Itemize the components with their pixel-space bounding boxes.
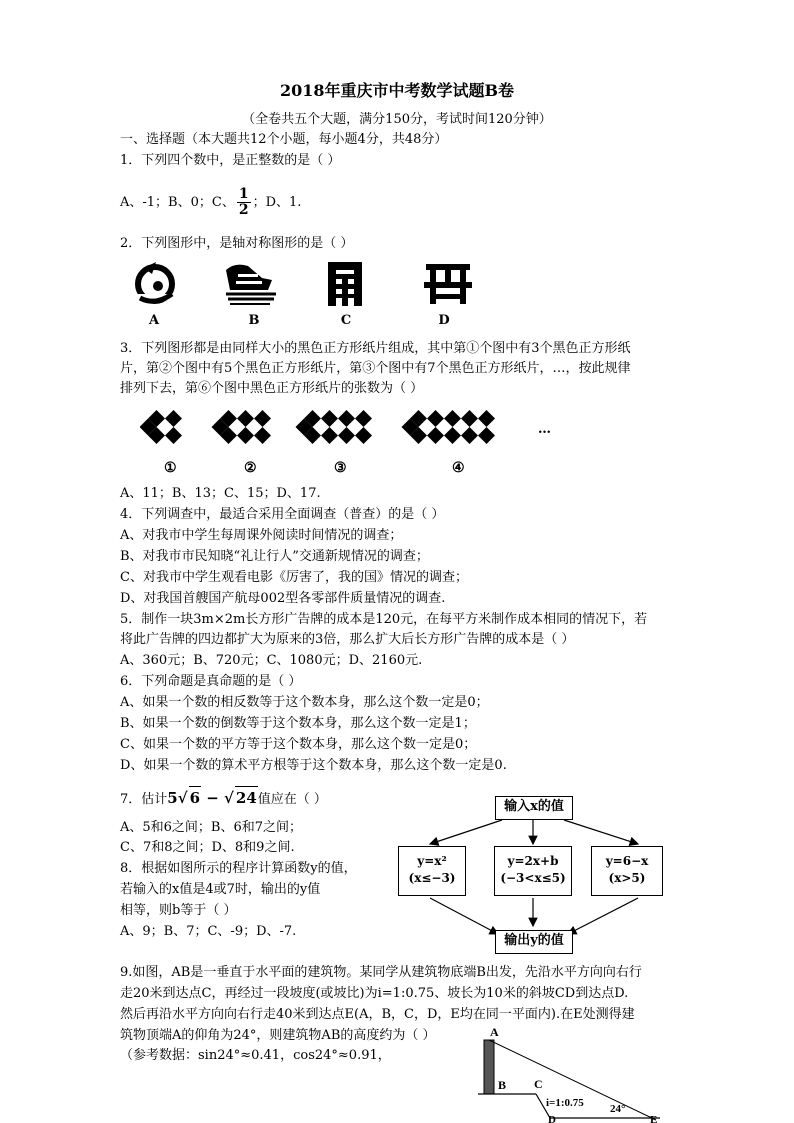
flowchart-input-box: 输入x的值 — [495, 796, 573, 820]
pattern-label-4: ④ — [452, 460, 465, 476]
black-square — [254, 427, 271, 444]
q3-line3: 排列下去，第⑥个图中黑色正方形纸片的张数为（ ） — [120, 381, 424, 396]
black-square — [321, 410, 338, 427]
q8-options: A、9；B、7；C、-9；D、-7. — [120, 924, 297, 939]
q7-options-2: C、7和8之间；D、8和9之间. — [120, 840, 295, 855]
q8-line3: 相等，则b等于（ ） — [120, 903, 237, 918]
black-square — [338, 410, 355, 427]
black-square — [338, 427, 355, 444]
black-square — [427, 410, 444, 427]
black-square — [355, 410, 372, 427]
q4-stem: 4．下列调查中，最适合采用全面调查（普查）的是（ ） — [120, 507, 445, 522]
q7-stem: 7．估计5√ 6 − √ 24值应在（ ） — [120, 786, 327, 811]
q7-options-1: A、5和6之间；B、6和7之间； — [120, 820, 303, 835]
q9-line5: （参考数据：sin24°≈0.41，cos24°≈0.91， — [120, 1048, 391, 1063]
black-square — [165, 410, 182, 427]
q3-options: A、11；B、13；C、15；D、17. — [120, 486, 321, 501]
fig-label-b: B — [498, 1078, 507, 1092]
flowchart-branch-2: y=2x+b (−3<x≤5) — [494, 846, 572, 896]
q5-line2: 将此广告牌的四边都扩大为原来的3倍，那么扩大后长方形广告牌的成本是（ ） — [120, 632, 575, 647]
q6-option-b: B、如果一个数的倒数等于这个数本身，那么这个数一定是1； — [120, 716, 476, 731]
flowchart-branch-1: y=x² (x≤−3) — [398, 846, 466, 896]
q5-line1: 5．制作一块3m×2m长方形广告牌的成本是120元，在每平方米制作成本相同的情况下，若 — [120, 612, 648, 627]
pattern-2 — [212, 410, 272, 444]
black-square — [237, 427, 254, 444]
figure-d-icon — [424, 264, 472, 304]
fig-label-c: C — [534, 1077, 543, 1091]
q8-line1: 8．根据如图所示的程序计算函数y的值， — [120, 861, 357, 876]
q9-line4: 筑物顶端A的仰角为24°，则建筑物AB的高度约为（ ） — [120, 1028, 436, 1043]
black-square — [461, 410, 478, 427]
figure-b-icon — [226, 265, 276, 304]
q2-figures — [130, 256, 480, 312]
pattern-ellipsis: … — [538, 422, 551, 437]
q6-option-a: A、如果一个数的相反数等于这个数本身，那么这个数一定是0； — [120, 695, 489, 710]
figure-b-label: B — [248, 313, 260, 328]
flowchart-branch-3: y=6−x (x>5) — [591, 846, 663, 896]
black-square — [444, 410, 461, 427]
black-square — [427, 427, 444, 444]
black-square — [237, 410, 254, 427]
q3-line2: 片，第②个图中有5个黑色正方形纸片，第③个图中有7个黑色正方形纸片，…，按此规律 — [120, 361, 631, 376]
q4-option-b: B、对我市市民知晓“礼让行人”交通新规情况的调查； — [120, 549, 429, 564]
flowchart-output-box: 输出y的值 — [495, 930, 573, 954]
q3-pattern-figures — [140, 400, 560, 456]
pattern-label-2: ② — [244, 460, 257, 476]
black-square — [478, 427, 495, 444]
black-square — [461, 427, 478, 444]
pattern-label-1: ① — [164, 460, 177, 476]
black-square — [355, 427, 372, 444]
figure-c-icon — [328, 262, 362, 306]
pattern-label-3: ③ — [334, 460, 347, 476]
figure-a-label: A — [148, 313, 160, 328]
building-ab — [484, 1040, 494, 1094]
pattern-3 — [296, 410, 373, 444]
q6-option-c: C、如果一个数的平方等于这个数本身，那么这个数一定是0； — [120, 737, 477, 752]
q4-option-c: C、对我市中学生观看电影《厉害了，我的国》情况的调查； — [120, 570, 468, 585]
fig-label-d: D — [548, 1114, 556, 1123]
fig-slope-label: i=1:0.75 — [546, 1097, 584, 1109]
q8-line2: 若输入的x值是4或7时，输出的y值 — [120, 882, 321, 897]
q6-option-d: D、如果一个数的算术平方根等于这个数本身，那么这个数一定是0. — [120, 758, 507, 773]
q9-line3: 然后再沿水平方向向右行走40米到达点E(A，B，C，D，E均在同一平面内).在E处测得建 — [120, 1007, 635, 1022]
q2-stem: 2．下列图形中，是轴对称图形的是（ ） — [120, 236, 354, 251]
black-square — [165, 427, 182, 444]
q3-line1: 3．下列图形都是由同样大小的黑色正方形纸片组成，其中第①个图中有3个黑色正方形纸 — [120, 341, 631, 356]
q9-building-figure — [470, 1024, 670, 1123]
q1-options: A、-1；B、0；C、 $\frac{1}{2}$ ；D、1. — [120, 186, 302, 218]
q1-stem: 1．下列四个数中，是正整数的是（ ） — [120, 153, 341, 168]
black-square — [254, 410, 271, 427]
pattern-1 — [140, 410, 182, 444]
black-square — [444, 427, 461, 444]
figure-a-icon — [138, 262, 172, 301]
black-square — [478, 410, 495, 427]
exam-info: （全卷共五个大题，满分150分，考试时间120分钟） — [242, 112, 552, 127]
q9-line2: 走20米到达点C，再经过一段坡度(或坡比)为i=1:0.75、坡长为10米的斜坡CD到达点D. — [120, 986, 629, 1001]
q6-stem: 6．下列命题是真命题的是（ ） — [120, 674, 302, 689]
pattern-4 — [402, 410, 496, 444]
fig-angle-label: 24° — [610, 1103, 626, 1115]
figure-d-label: D — [438, 313, 450, 328]
page-title: 2018年重庆市中考数学试题B卷 — [279, 81, 515, 100]
figure-c-label: C — [340, 313, 352, 328]
q9-line1: 9.如图，AB是一垂直于水平面的建筑物。某同学从建筑物底端B出发，先沿水平方向向右行 — [120, 965, 642, 980]
fig-label-e: E — [650, 1114, 658, 1123]
q4-option-a: A、对我市中学生每周课外阅读时间情况的调查； — [120, 528, 403, 543]
fig-label-a: A — [490, 1025, 499, 1039]
q1-fraction: $\frac{1}{2}$ — [238, 186, 249, 218]
black-square — [321, 427, 338, 444]
q5-options: A、360元；B、720元；C、1080元；D、2160元. — [120, 653, 423, 668]
q4-option-d: D、对我国首艘国产航母002型各零部件质量情况的调查. — [120, 591, 446, 606]
section-heading: 一、选择题（本大题共12个小题，每小题4分，共48分） — [120, 132, 448, 147]
